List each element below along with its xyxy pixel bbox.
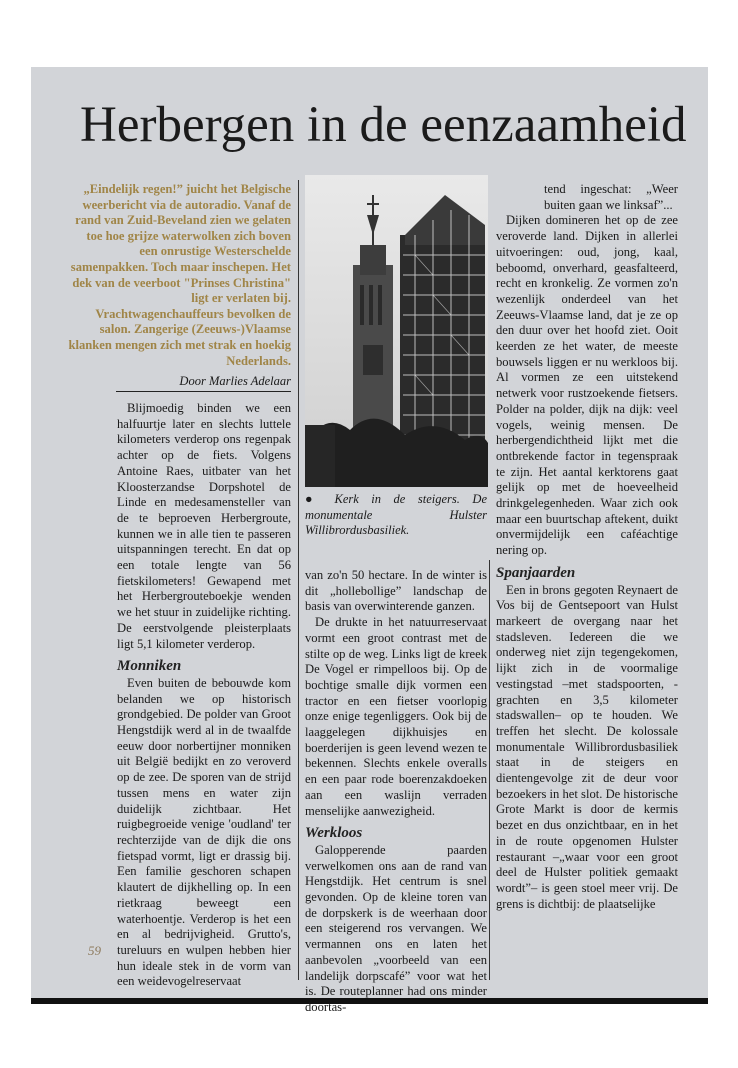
caption-bullet-icon: ● xyxy=(305,492,322,506)
byline: Door Marlies Adelaar xyxy=(116,374,291,392)
paragraph: Even buiten de bebouwde kom belanden we op historisch grondgebied. De polder van Groot Hengstdijk werd al in de twaalfde eeuw door norbertijner monniken uit België bedijkt en zo veroverd op de zee. De sporen van de strijd tussen mens en water zijn duidelijk zichtbaar. Het ruigbegroeide venige 'oudland' ter rechterzijde van de dijk die ons fietspad vormt, ligt er drassig bij. Een familie geschoren schapen klautert de dijkhelling op. In een rietkraag beweegt een waterhoentje. Verderop is het een en al bedrijvigheid. Grutto's, tureluurs en wulpen hebben hier hun ideale stek in de vorm van een weidevogelreservaat xyxy=(117,675,291,989)
paragraph: tend ingeschat: „Weer buiten gaan we linksaf”... xyxy=(544,182,678,212)
article-column-3 xyxy=(496,182,678,912)
photo-caption xyxy=(305,492,487,539)
section-heading-werkloos: Werkloos xyxy=(305,825,363,842)
paragraph: Dijken domineren het op de zee veroverde land. Dijken in allerlei uitvoeringen: oud, jong, kaal, beboomd, onverhard, geasfalteerd, recht en kronkelig. Ze vormen zo'n wezenlijk onderdeel van het Zeeuws-Vlaamse land, dat je ze op den duur over het hoofd ziet. Ooit keerden ze het water, de meeste bouwsels liggen er nu werkloos bij. Al vormen ze een uitstekend netwerk voor rustzoekende fietsers. Polder na polder, dijk na dijk: veel vogels, weinig mensen. De herbergendichtheid lijkt met die ontbrekende factor in tegenspraak te zijn. Het aantal kerktorens gaat gelijk op met de hoeveelheid drinkgelegenheden. Waar zich ook maar een buurtschap aftekent, duikt onvermijdelijk een caféachtige nering op. xyxy=(496,213,678,558)
article-title: Herbergen in de eenzaamheid xyxy=(80,97,687,153)
paragraph: Blijmoedig binden we een halfuurtje later en slechts luttele kilometers verderop ons regenpak achter op de fiets. Volgens Antoine Raes, uitbater van het Kloosterzandse Dorpshotel de Linde en medesamensteller van de te beproeven Herbergroute, kunnen we in alle tien te passeren uitspanningen terecht. En dat op een totale lengte van 56 fietskilometers! Gewapend met het Herbergrouteboekje wenden we het stuur in zuidelijke richting. De eerstvolgende pleisterplaats ligt 5,1 kilometer verderop. xyxy=(117,401,291,651)
article-column-2 xyxy=(305,568,487,1016)
caption-text: Kerk in de steigers. De monumentale Hulster Willibrordusbasiliek. xyxy=(305,492,487,538)
paragraph: Een in brons gegoten Reynaert de Vos bij de Gentsepoort van Hulst markeert de overgang naar het stadsleven. Iedereen die we onderweg niet zijn tegengekomen, lijkt zich in de voormalige vestingstad –met stadspoorten, -grachten en 3,5 kilometer stadswallen– op te houden. We treffen het slecht. De kolossale monumentale Willibrordusbasiliek staat in de steigers en dientengevolge zit de deur voor bezoekers in het slot. De historische Grote Markt is door de kermis bezet en dus onzichtbaar, en in het in de route opgenomen Hulster restaurant –„waar voor een groot deel de Hulster politiek gemaakt wordt”– is geen stoel meer vrij. De grens is dichtbij: de plaatselijke xyxy=(496,582,678,911)
page-number: 59 xyxy=(88,943,101,958)
paragraph: De drukte in het natuurreservaat vormt een groot contrast met de stilte op de weg. Links ligt de kreek De Vogel er rimpelloos bij. Op de bochtige smalle dijk vormen een tractor en een fietser voorlopig onze enige tegenliggers. Ook bij de laaggelegen dijkhuisjes en boerderijen is geen levend wezen te bekennen. Slechts enkele overalls en een paar rode boerenzakdoeken aan een waslijn verraden menselijke aanwezigheid. xyxy=(305,615,487,818)
section-heading-monniken: Monniken xyxy=(117,658,182,675)
article-column-1 xyxy=(117,401,291,990)
paragraph: van zo'n 50 hectare. In de winter is dit „hollebollige” landschap de basis van overwinterende ganzen. xyxy=(305,568,487,614)
paragraph: Galopperende paarden verwelkomen ons aan de rand van Hengstdijk. Het centrum is snel gevonden. Op de kleine toren van de dorpskerk is de weerhaan door een steigerend ros vervangen. We vermannen ons en laten het aanbevolen „voorbeeld van een landelijk dorpscafé” voor wat het is. De routeplanner had ons minder doortas- xyxy=(305,842,487,1014)
section-heading-spanjaarden: Spanjaarden xyxy=(496,564,576,581)
church-scaffolding-photo xyxy=(305,175,488,487)
column-rule xyxy=(298,180,299,980)
lead-paragraph: „Eindelijk regen!” juicht het Belgische weerbericht via de autoradio. Vanaf de rand van Zuid-Beveland zien we gelaten toe hoe grijze waterwolken zich boven een onrustige Westerschelde samenpakken. Toch maar inschepen. Het dek van de veerboot "Prinses Christina" ligt er verlaten bij. Vrachtwagenchauffeurs bevolken de salon. Zangerige (Zeeuws-)Vlaamse klanken mengen zich met strak en hoekig Nederlands. xyxy=(68,182,291,368)
basilica-image xyxy=(305,175,488,487)
column-rule xyxy=(489,560,490,980)
